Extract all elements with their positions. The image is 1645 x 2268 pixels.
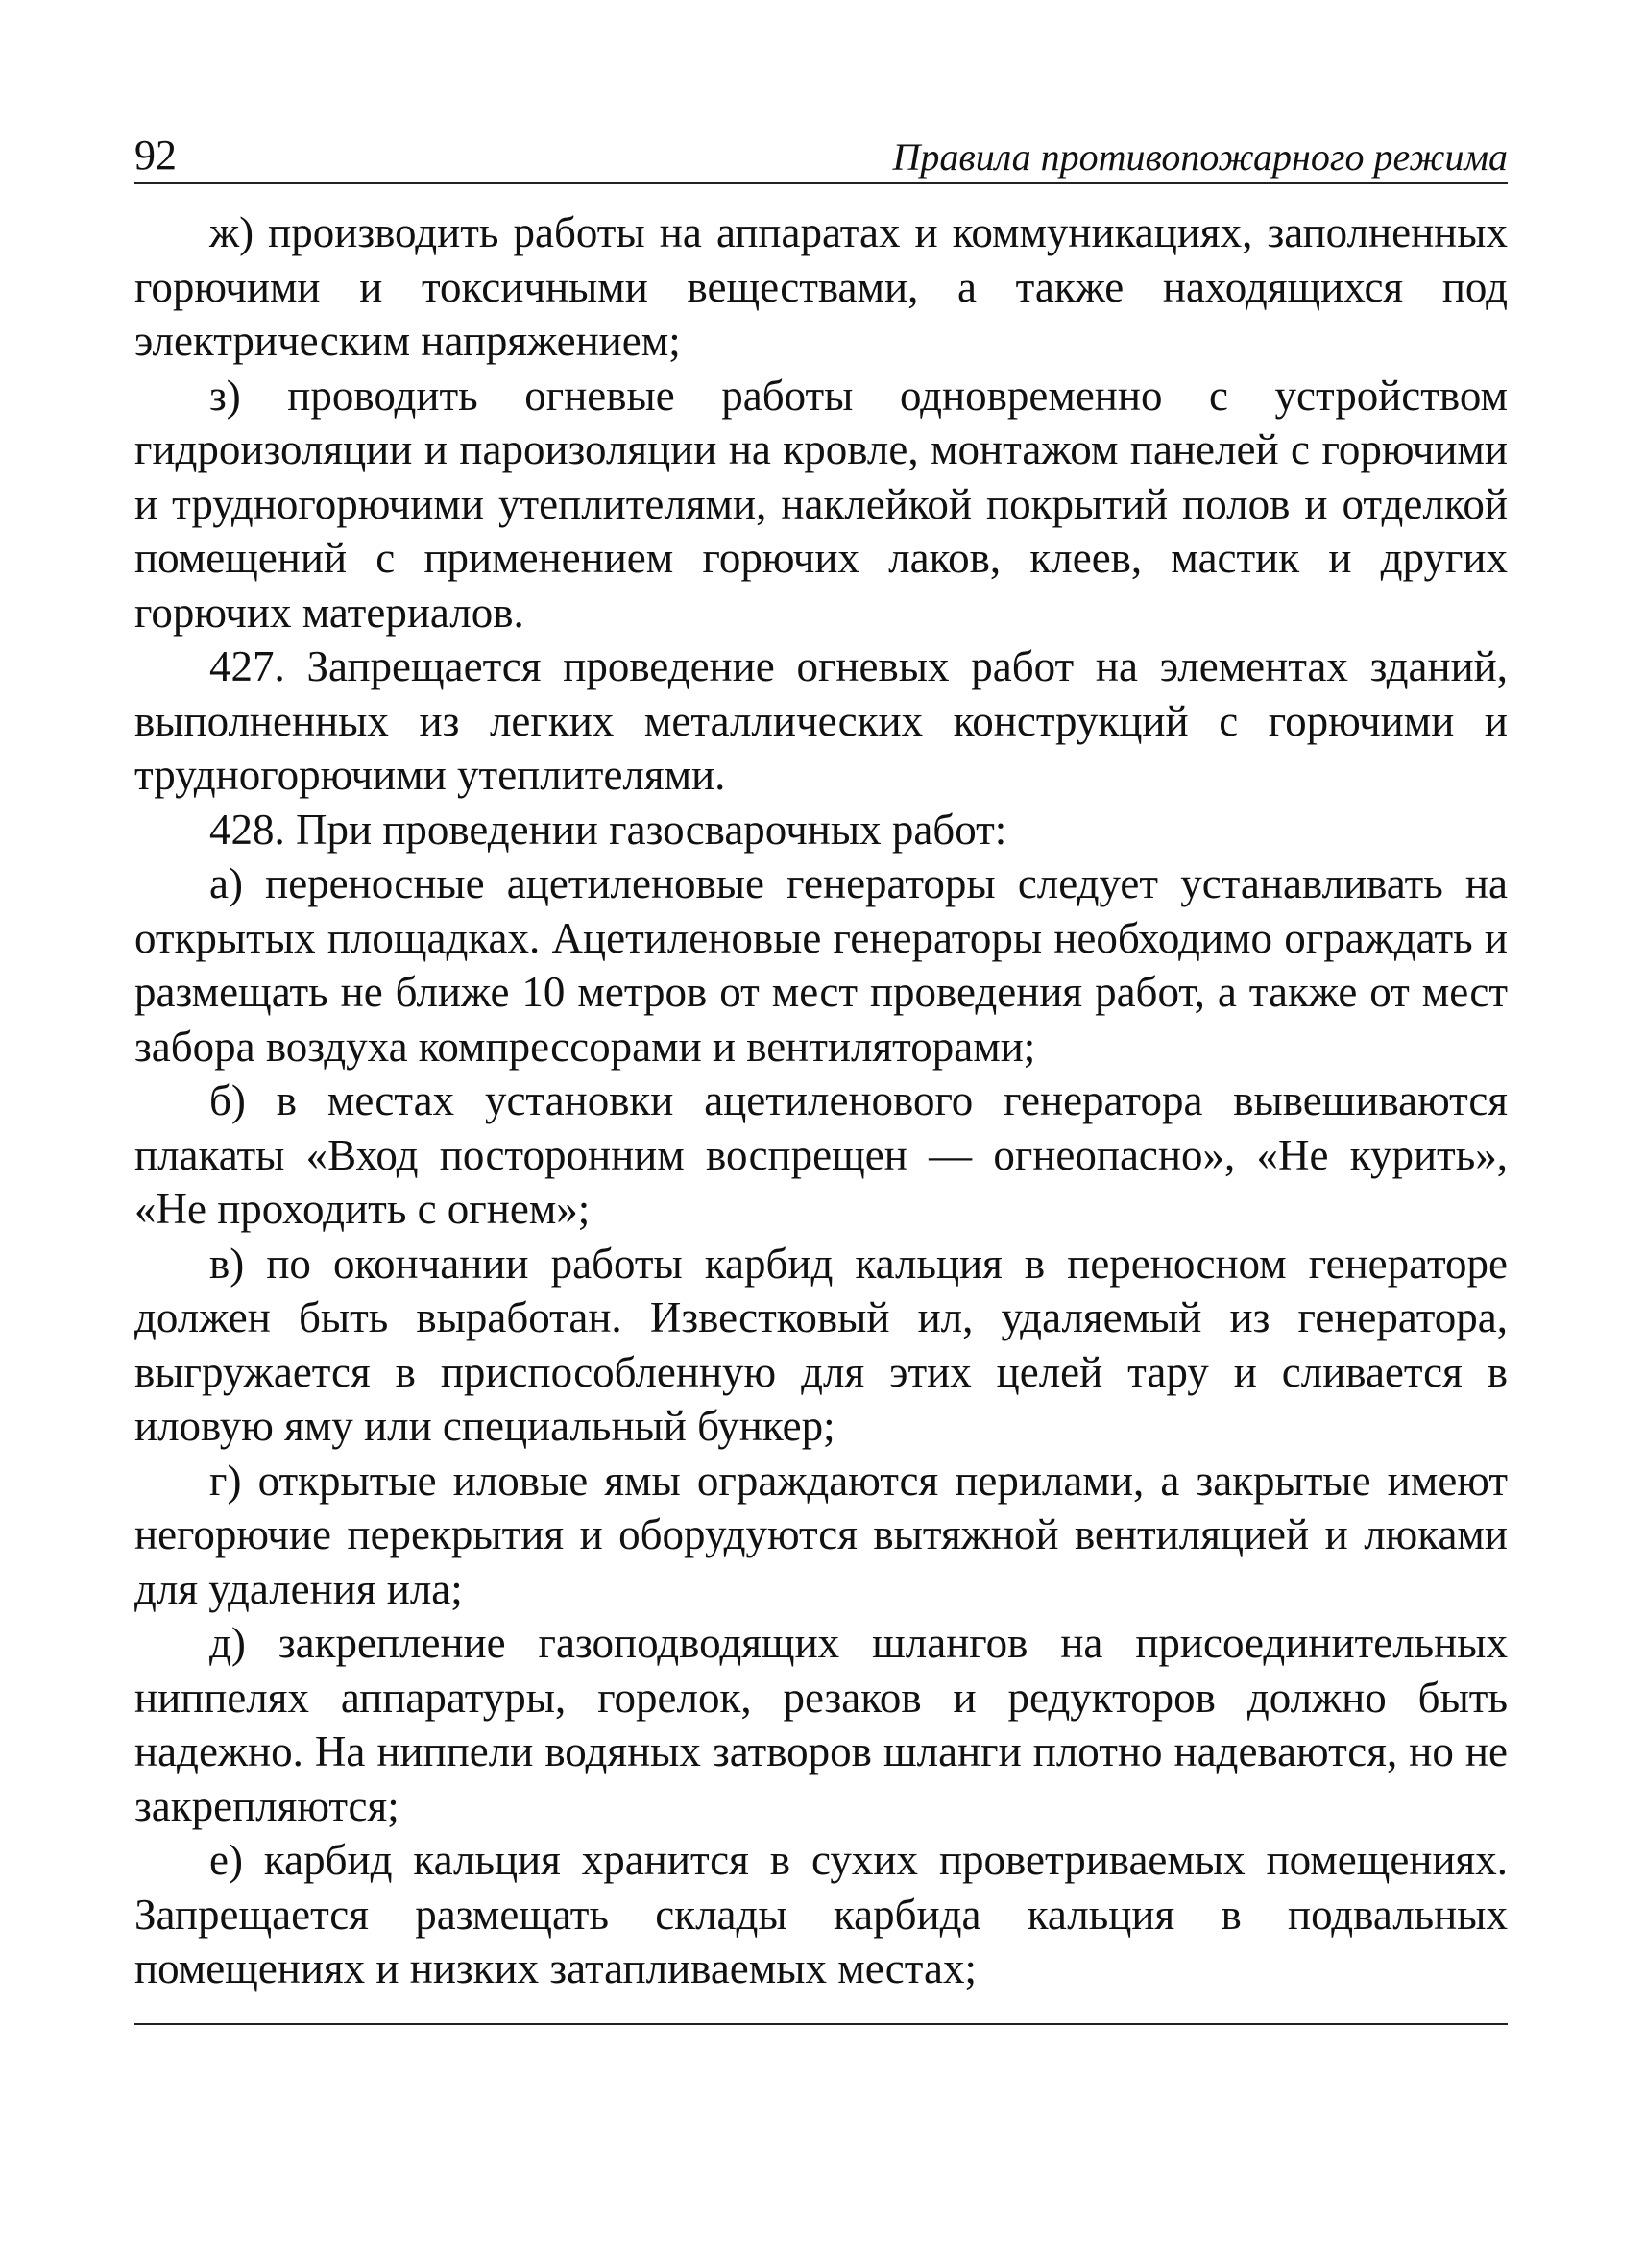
paragraph-a: а) переносные ацетиленовые генераторы следует устанавливать на открытых площадках. Ацетиленовые генераторы необходимо ограждать и размещать не ближе 10 метров от мест проведения работ, а также от мест забора воздуха компрессорами и вентиляторами; xyxy=(134,859,1508,1071)
page xyxy=(134,134,1508,2025)
paragraph-v: в) по окончании работы карбид кальция в переносном генераторе должен быть выработан. Известковый ил, удаляемый из генератора, выгружается в приспособленную для этих целей тару и сливается в иловую яму или специальный бункер; xyxy=(134,1239,1508,1450)
bottom-rule xyxy=(134,2023,1508,2025)
paragraph-427: 427. Запрещается проведение огневых работ на элементах зданий, выполненных из легких металлических конструкций с горючими и трудногорючими утеплителями. xyxy=(134,642,1508,799)
paragraph-g: г) открытые иловые ямы ограждаются перилами, а закрытые имеют негорючие перекрытия и оборудуются вытяжной вентиляцией и люками для удаления ила; xyxy=(134,1456,1508,1613)
running-head xyxy=(134,134,1508,184)
body-text xyxy=(134,205,1508,1996)
paragraph-zh: ж) производить работы на аппаратах и коммуникациях, заполненных горючими и токсичными веществами, а также находящихся под электрическим напряжением; xyxy=(134,208,1508,365)
paragraph-e: е) карбид кальция хранится в сухих проветриваемых помещениях. Запрещается размещать склады карбида кальция в подвальных помещениях и низких затапливаемых местах; xyxy=(134,1836,1508,1992)
running-title: Правила противопожарного режима xyxy=(892,135,1508,179)
paragraph-d: д) закрепление газоподводящих шлангов на присоединительных ниппелях аппаратуры, горелок, резаков и редукторов должно быть надежно. На ниппели водяных затворов шланги плотно надеваются, но не закрепляются; xyxy=(134,1619,1508,1830)
paragraph-428: 428. При проведении газосварочных работ: xyxy=(209,805,1007,854)
paragraph-z: з) проводить огневые работы одновременно с устройством гидроизоляции и пароизоляции на кровле, монтажом панелей с горючими и трудногорючими утеплителями, наклейкой покрытий полов и отделкой помещений с применением горючих лаков, клеев, мастик и других горючих материалов. xyxy=(134,371,1508,637)
page-number: 92 xyxy=(134,132,177,179)
paragraph-b: б) в местах установки ацетиленового генератора вывешиваются плакаты «Вход посторонним воспрещен — огнеопасно», «Не курить», «Не проходить с огнем»; xyxy=(134,1076,1508,1233)
